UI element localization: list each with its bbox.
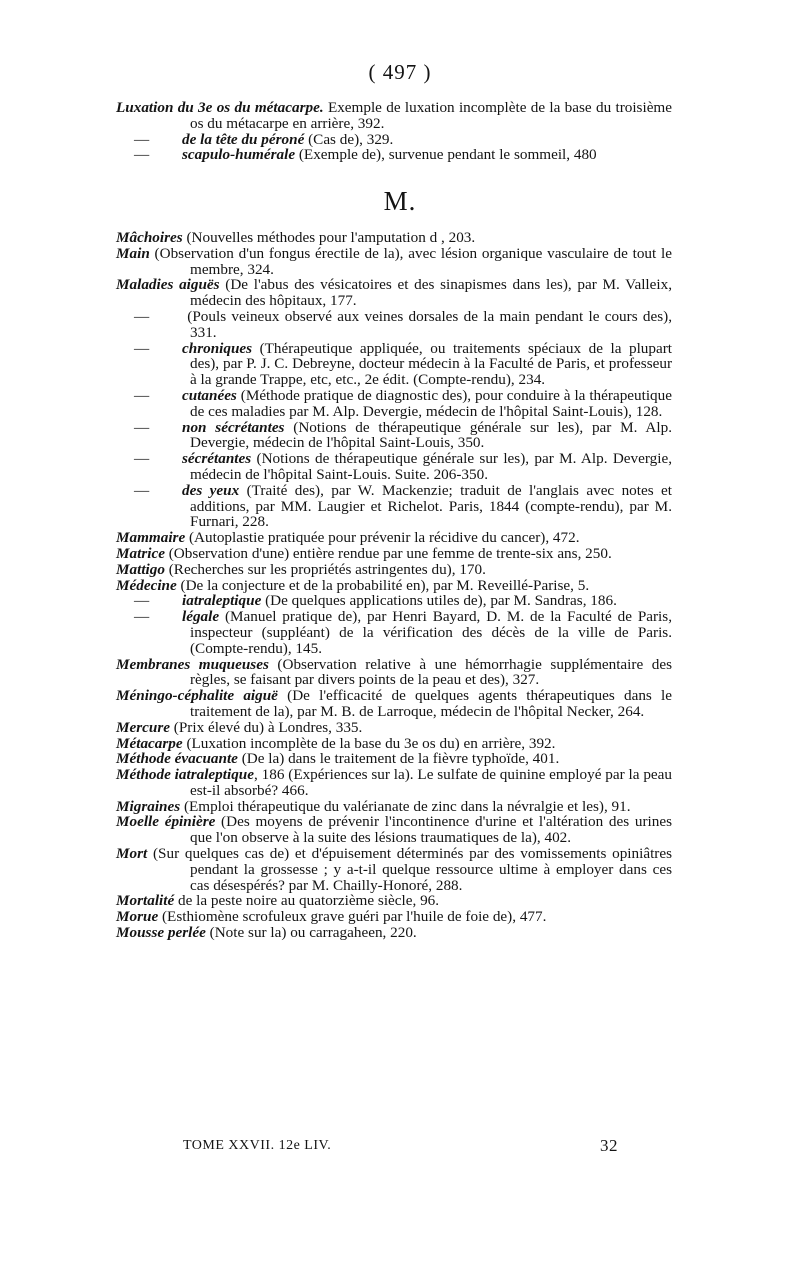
entry-headword: Méthode évacuante xyxy=(116,750,238,768)
index-entry xyxy=(0,736,800,752)
entry-headword: Mort xyxy=(116,845,148,863)
section-letter: M. xyxy=(383,186,417,216)
entry-text: (Esthiomène scrofuleux grave guéri par l'huile de foie de), 477. xyxy=(158,908,547,926)
entry-text: (Nouvelles méthodes pour l'amputation d , 203. xyxy=(182,229,476,246)
index-entry xyxy=(0,846,800,893)
entry-headword: Maladies aiguës xyxy=(116,276,220,294)
entry-text: (Emploi thérapeutique du valérianate de zinc dans la névralgie et les), 91. xyxy=(180,797,631,815)
entry-headword: de la tête du péroné xyxy=(182,130,305,148)
entry-headword: Méningo-céphalite aiguë xyxy=(116,687,278,705)
index-entry xyxy=(0,420,800,452)
entry-headword: Mâchoires xyxy=(116,229,183,246)
repeat-dash: — xyxy=(134,339,150,357)
index-entry xyxy=(0,799,800,815)
entry-text: (Pouls veineux observé aux veines dorsales de la main pendant le cours des), 331. xyxy=(182,307,672,341)
entry-text: (Traité des), par W. Mackenzie; traduit de l'anglais avec notes et additions, par MM. Laugier et Richelot. Paris, 1844 (compte-rendu), par M. Furnari, 228. xyxy=(190,481,672,531)
index-entry xyxy=(0,925,800,941)
page-footer xyxy=(0,1138,800,1158)
entry-headword: Mattigo xyxy=(116,560,165,578)
entry-text: (Autoplastie pratiquée pour prévenir la récidive du cancer), 472. xyxy=(185,529,580,547)
entry-headword: Morue xyxy=(116,908,159,926)
index-entry xyxy=(0,609,800,656)
l-entries xyxy=(0,100,800,163)
entry-headword: Métacarpe xyxy=(116,734,183,752)
entry-text: (Des moyens de prévenir l'incontinence d'urine et l'altération des urines que l'on observe à la suite des lésions traumatiques de la), 402. xyxy=(190,813,672,847)
index-entry xyxy=(0,814,800,846)
index-entry xyxy=(0,657,800,689)
entry-text: (Prix élevé du) à Londres, 335. xyxy=(170,718,363,736)
entry-text: (Observation d'une) entière rendue par une femme de trente-six ans, 250. xyxy=(164,544,612,562)
index-entry xyxy=(0,578,800,594)
index-entry xyxy=(0,593,800,609)
entry-headword: Matrice xyxy=(116,544,165,562)
entry-headword: Méthode iatraleptique xyxy=(116,766,254,784)
entry-headword: Mortalité xyxy=(116,892,175,910)
index-entry xyxy=(0,100,800,132)
entry-text: (Manuel pratique de), par Henri Bayard, D. M. de la Faculté de Paris, inspecteur (suppléant) de la vérification des décès de la ville de Paris. (Compte-rendu), 145. xyxy=(190,608,672,657)
entry-headword: légale xyxy=(182,608,220,626)
entry-headword: sécrétantes xyxy=(182,450,252,468)
index-entry xyxy=(0,893,800,909)
index-entry xyxy=(0,132,800,148)
entry-headword: Main xyxy=(116,244,150,262)
footer-tome: TOME XXVII. 12e LIV. xyxy=(183,1138,332,1153)
entry-headword: Membranes muqueuses xyxy=(116,655,269,673)
index-entry xyxy=(0,530,800,546)
entry-text: (Notions de thérapeutique générale sur les), par M. Alp. Devergie, médecin de l'hôpital Saint-Louis, 350. xyxy=(190,418,672,452)
entry-headword: Luxation du 3e os du métacarpe. xyxy=(116,99,324,116)
index-entry xyxy=(0,451,800,483)
index-entry xyxy=(0,483,800,530)
entry-text: (De quelques applications utiles de), par M. Sandras, 186. xyxy=(261,592,617,610)
repeat-dash: — xyxy=(134,608,150,626)
repeat-dash: — xyxy=(134,130,150,148)
entry-text: de la peste noire au quatorzième siècle, 96. xyxy=(174,892,440,910)
entry-text: (De l'efficacité de quelques agents thérapeutiques dans le traitement de la), par M. B. de Larroque, médecin de l'hôpital Necker, 264. xyxy=(190,687,672,720)
entry-headword: Moelle épinière xyxy=(116,813,216,831)
repeat-dash: — xyxy=(134,481,150,499)
index-entry xyxy=(0,277,800,309)
index-entry xyxy=(0,230,800,246)
repeat-dash: — xyxy=(134,418,150,436)
entry-text: (Notions de thérapeutique générale sur les), par M. Alp. Devergie, médecin de l'hôpital Saint-Louis. Suite. 206-350. xyxy=(190,450,672,483)
index-entry xyxy=(0,309,800,341)
entry-text: (Sur quelques cas de) et d'épuisement déterminés par des vomissements opiniâtres pendant la grossesse ; y a-t-il quelque ressource ultime à employer dans ces cas désespérés? par M. Chailly-Honoré, 288. xyxy=(147,845,672,894)
footer-signature: 32 xyxy=(600,1136,618,1155)
repeat-dash: — xyxy=(134,386,150,404)
index-entry xyxy=(0,147,800,163)
repeat-dash: — xyxy=(134,450,150,468)
entry-headword: Médecine xyxy=(116,576,177,594)
repeat-dash: — xyxy=(134,146,150,164)
repeat-dash: — xyxy=(134,592,150,610)
page-number: ( 497 ) xyxy=(368,60,432,84)
entry-headword: scapulo-humérale xyxy=(182,146,296,164)
entry-text: (Observation relative à une hémorrhagie supplémentaire des règles, se faisant par divers points de la peau et des), 327. xyxy=(190,655,672,689)
entry-text: (Luxation incomplète de la base du 3e os du) en arrière, 392. xyxy=(182,734,556,752)
index-entry xyxy=(0,546,800,562)
entry-text: (De la) dans le traitement de la fièvre typhoïde, 401. xyxy=(237,750,560,768)
entry-text: (Méthode pratique de diagnostic des), pour conduire à la thérapeutique de ces maladies par M. Alp. Devergie, médecin de l'hôpital Saint-Louis), 128. xyxy=(190,386,672,420)
entry-text: , 186 (Expériences sur la). Le sulfate de quinine employé par la peau est-il absorbé? 466. xyxy=(190,766,672,799)
entry-headword: non sécrétantes xyxy=(182,418,285,436)
index-entry xyxy=(0,767,800,799)
entry-text: (Observation d'un fongus érectile de la), avec lésion organique vasculaire de tout le membre, 324. xyxy=(149,244,672,278)
entry-text: (De la conjecture et de la probabilité en), par M. Reveillé-Parise, 5. xyxy=(176,576,590,594)
entry-headword: iatraleptique xyxy=(182,592,262,610)
entry-headword: chroniques xyxy=(182,339,253,357)
index-entry xyxy=(0,688,800,720)
entry-text: (Exemple de), survenue pendant le sommeil, 480 xyxy=(295,146,597,164)
index-entry xyxy=(0,341,800,388)
entry-text: Exemple de luxation incomplète de la base du troisième os du métacarpe en arrière, 392. xyxy=(190,99,672,132)
index-entry xyxy=(0,388,800,420)
index-entry xyxy=(0,720,800,736)
m-entries xyxy=(0,230,800,941)
entry-text: (Cas de), 329. xyxy=(304,130,394,148)
entry-text: (Recherches sur les propriétés astringentes du), 170. xyxy=(164,560,486,578)
index-entry xyxy=(0,751,800,767)
index-entry xyxy=(0,909,800,925)
entry-text: (De l'abus des vésicatoires et des sinapismes dans les), par M. Valleix, médecin des hôpitaux, 177. xyxy=(190,276,672,310)
repeat-dash: — xyxy=(134,307,150,325)
index-entry xyxy=(0,246,800,278)
entry-headword: Mousse perlée xyxy=(116,924,206,942)
index-entry xyxy=(0,562,800,578)
entry-headword: cutanées xyxy=(182,386,237,404)
entry-headword: Mercure xyxy=(116,718,170,736)
entry-headword: Mammaire xyxy=(116,529,186,547)
entry-headword: Migraines xyxy=(116,797,181,815)
entry-headword: des yeux xyxy=(182,481,240,499)
entry-text: (Thérapeutique appliquée, ou traitements spéciaux de la plupart des), par P. J. C. Debreyne, docteur médecin à la Faculté de Paris, et professeur à la grande Trappe, etc, etc., 2e édit. (Compte-rendu), 234. xyxy=(190,339,672,389)
entry-text: (Note sur la) ou carragaheen, 220. xyxy=(205,924,417,942)
